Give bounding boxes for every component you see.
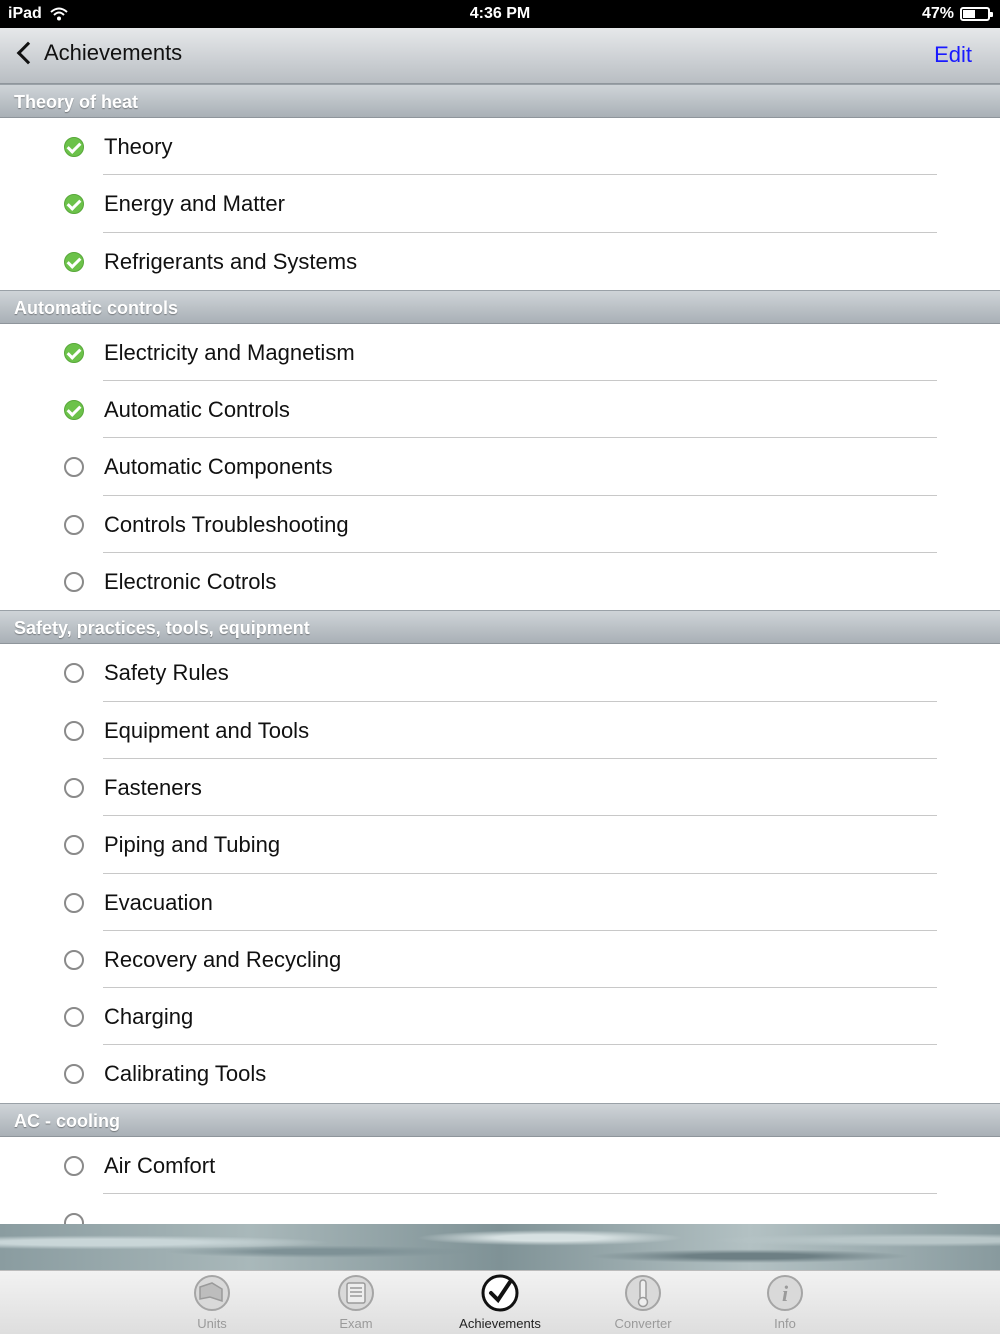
list-item-label: Evacuation (104, 889, 213, 915)
list-item[interactable] (0, 988, 1000, 1045)
back-button[interactable] (12, 40, 182, 66)
tab-converter[interactable] (583, 1271, 703, 1334)
list-item-label: Energy and Matter (104, 191, 285, 217)
device-name: iPad (8, 5, 42, 22)
status-time: 4:36 PM (469, 5, 531, 22)
list-item-label: Electricity and Magnetism (104, 339, 355, 365)
converter-icon (623, 1273, 663, 1313)
list-item[interactable] (0, 381, 1000, 438)
tab-units[interactable] (152, 1271, 272, 1334)
list-item[interactable] (0, 324, 1000, 381)
list-item-label: Recovery and Recycling (104, 946, 342, 972)
tab-label: Achievements (459, 1316, 541, 1331)
list-item-label: Safety Rules (104, 660, 229, 686)
battery-percent: 47% (921, 5, 954, 22)
empty-circle-icon (64, 778, 84, 798)
empty-circle-icon (64, 1007, 84, 1027)
check-circle-icon (64, 194, 84, 214)
page-title: Achievements (44, 40, 183, 65)
empty-circle-icon (64, 457, 84, 477)
list-item-label: Electronic Cotrols (104, 569, 277, 595)
navigation-bar (0, 28, 1000, 84)
section-header: Theory of heat (0, 84, 1000, 118)
list-item[interactable] (0, 816, 1000, 873)
empty-circle-icon (64, 663, 84, 683)
check-circle-icon (64, 343, 84, 363)
list-item-label: Piping and Tubing (104, 832, 281, 858)
empty-circle-icon (64, 721, 84, 741)
list-item[interactable] (0, 1194, 1000, 1224)
list-item[interactable] (0, 233, 1000, 290)
list-item[interactable] (0, 874, 1000, 931)
tab-achievements[interactable] (440, 1271, 560, 1334)
list-item-label: Automatic Components (104, 454, 333, 480)
list-item[interactable] (0, 438, 1000, 495)
list-item[interactable] (0, 118, 1000, 175)
list-item[interactable] (0, 931, 1000, 988)
section-header: Safety, practices, tools, equipment (0, 610, 1000, 644)
exam-icon (336, 1273, 376, 1313)
empty-circle-icon (64, 950, 84, 970)
tab-bar (0, 1270, 1000, 1334)
list-item[interactable] (0, 1137, 1000, 1194)
list-item[interactable] (0, 759, 1000, 816)
list-item-label: Fasteners (104, 774, 202, 800)
list-item-label: Refrigerants and Systems (104, 248, 358, 274)
list-item-label: Controls Troubleshooting (104, 511, 349, 537)
list-item[interactable] (0, 175, 1000, 232)
section-header: Automatic controls (0, 290, 1000, 324)
chevron-left-icon (17, 42, 40, 65)
list-item[interactable] (0, 644, 1000, 701)
marble-background (0, 1224, 1000, 1270)
list-item-label: Automatic Controls (104, 397, 290, 423)
empty-circle-icon (64, 572, 84, 592)
list-item[interactable] (0, 702, 1000, 759)
list-item-label: Charging (104, 1004, 194, 1030)
achievements-icon (480, 1273, 520, 1313)
check-circle-icon (64, 137, 84, 157)
tab-exam[interactable] (296, 1271, 416, 1334)
achievements-list[interactable] (0, 84, 1000, 1224)
check-circle-icon (64, 400, 84, 420)
list-item-label: Calibrating Tools (104, 1061, 267, 1087)
list-item[interactable] (0, 553, 1000, 610)
tab-label: Info (774, 1316, 796, 1331)
empty-circle-icon (64, 835, 84, 855)
empty-circle-icon (64, 1213, 84, 1224)
section-header: AC - cooling (0, 1103, 1000, 1137)
empty-circle-icon (64, 893, 84, 913)
list-item[interactable] (0, 496, 1000, 553)
empty-circle-icon (64, 1156, 84, 1176)
edit-button[interactable]: Edit (934, 42, 972, 67)
tab-label: Units (197, 1316, 227, 1331)
check-circle-icon (64, 252, 84, 272)
empty-circle-icon (64, 515, 84, 535)
list-item-label: Theory (104, 134, 173, 159)
tab-label: Exam (339, 1316, 373, 1331)
list-item-label: Air Comfort (104, 1152, 216, 1178)
battery-icon (960, 7, 990, 21)
empty-circle-icon (64, 1064, 84, 1084)
units-icon (192, 1273, 232, 1313)
svg-text:i: i (781, 1281, 789, 1306)
status-bar (0, 0, 1000, 28)
list-item[interactable] (0, 1045, 1000, 1102)
info-icon (765, 1273, 805, 1313)
list-item-label: Equipment and Tools (104, 717, 310, 743)
tab-label: Converter (614, 1316, 672, 1331)
tab-info[interactable] (725, 1271, 845, 1334)
